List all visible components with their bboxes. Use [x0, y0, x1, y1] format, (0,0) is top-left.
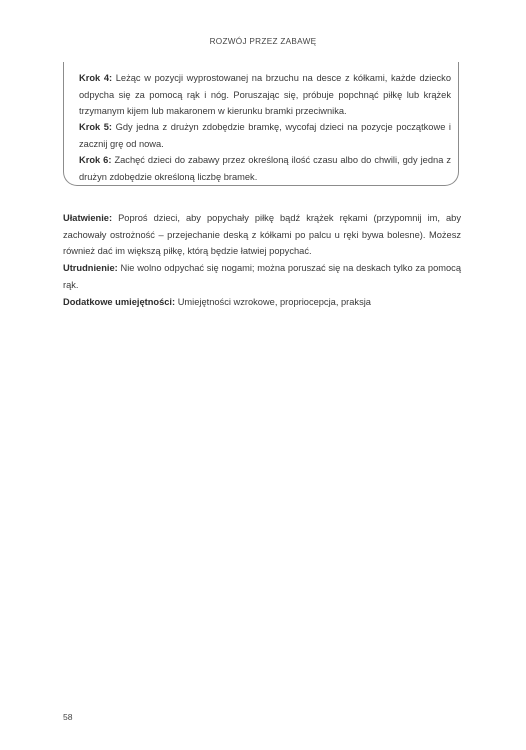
note-dodatkowe-umiejetnosci [63, 294, 461, 311]
note-label: Ułatwienie: [63, 213, 113, 223]
step-6 [79, 152, 451, 185]
running-header: ROZWÓJ PRZEZ ZABAWĘ [209, 37, 317, 46]
step-label: Krok 6: [79, 155, 112, 165]
step-text: Zachęć dzieci do zabawy przez określoną ilość czasu albo do chwili, gdy jedna z drużyn zdobędzie określoną liczbę bramek. [79, 155, 452, 182]
note-label: Utrudnienie: [63, 263, 118, 273]
step-4 [79, 70, 451, 120]
note-utrudnienie [63, 260, 461, 293]
note-text: Poproś dzieci, aby popychały piłkę bądź krążek rękami (przypomnij im, aby zachowały ostrożność – przejechanie deską z kółkami po palcu u ręki bywa bolesne). Możesz również dać im większą piłkę, którą będzie łatwiej popychać. [63, 213, 461, 257]
step-label: Krok 4: [79, 73, 113, 83]
step-label: Krok 5: [79, 122, 113, 132]
step-text: Leżąc w pozycji wyprostowanej na brzuchu na desce z kółkami, każde dziecko odpycha się za pomocą rąk i nóg. Poruszając się, próbuje popchnąć piłkę lub krążek trzymanym kijem lub makaronem w kierunku bramki przeciwnika. [79, 73, 451, 117]
note-text: Nie wolno odpychać się nogami; można poruszać się na deskach tylko za pomocą rąk. [63, 263, 462, 290]
note-ulatwienie [63, 210, 461, 260]
step-5 [79, 119, 451, 152]
note-text: Umiejętności wzrokowe, propriocepcja, praksja [177, 297, 371, 307]
step-text: Gdy jedna z drużyn zdobędzie bramkę, wycofaj dzieci na pozycje początkowe i zacznij grę od nowa. [79, 122, 452, 149]
page-number: 58 [63, 712, 73, 722]
note-label: Dodatkowe umiejętności: [63, 297, 176, 307]
